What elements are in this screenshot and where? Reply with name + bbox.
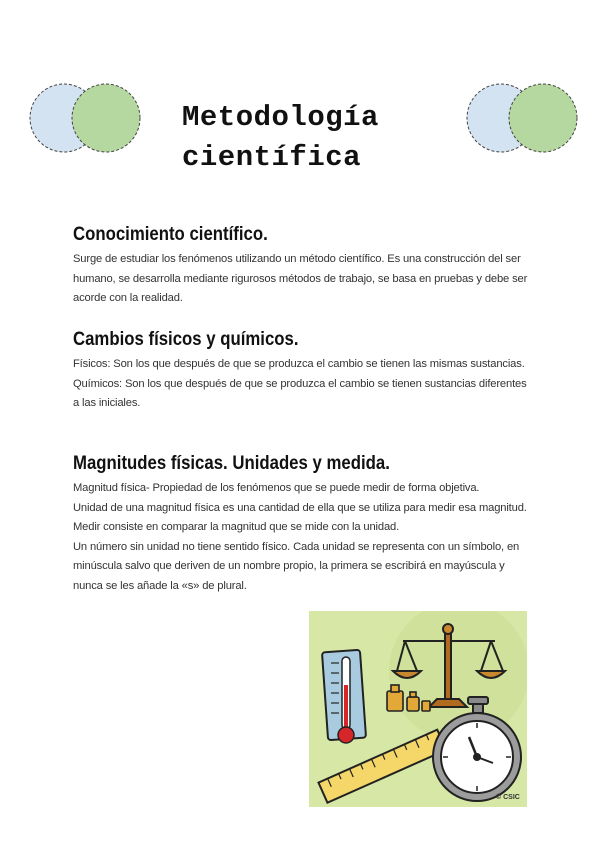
page-title-line-1: Metodología: [182, 101, 379, 134]
page-title-line-2: científica: [182, 141, 362, 174]
section-heading: Cambios físicos y químicos.: [73, 328, 299, 350]
section-paragraph: Surge de estudiar los fenómenos utilizando un método científico. Es una construcción del ser humano, se desarrolla mediante rigurosos métodos de trabajo, se basa en pruebas y debe ser acorde con la realidad.: [73, 253, 528, 304]
page-title: [182, 98, 379, 178]
section-magnitudes-fisicas: [73, 451, 528, 596]
section-paragraph: Un número sin unidad no tiene sentido físico. Cada unidad se representa con un símbolo, en minúscula salvo que deriven de un nombre propio, la primera se escribirá en mayúscula y nunca se les añade la «s» de plural.: [73, 540, 520, 592]
section-paragraph: Unidad de una magnitud física es una cantidad de ella que se utiliza para medir esa magnitud.: [73, 501, 527, 514]
measurement-instruments-illustration: [309, 611, 527, 807]
section-heading: Magnitudes físicas. Unidades y medida.: [73, 452, 390, 474]
section-paragraph: Químicos: Son los que después de que se produzca el cambio se tienen sustancias diferentes a las iniciales.: [73, 377, 527, 409]
section-paragraph: Magnitud física- Propiedad de los fenómenos que se puede medir de forma objetiva.: [73, 482, 480, 494]
image-credit: © CSIC: [496, 794, 520, 801]
decorative-circles-left: [28, 80, 144, 156]
thermometer-icon: [322, 650, 366, 743]
decorative-circles-right: [465, 80, 581, 156]
section-heading: Conocimiento científico.: [73, 223, 268, 245]
section-cambios-fisicos-quimicos: [73, 327, 528, 414]
section-paragraph: Medir consiste en comparar la magnitud que se mide con la unidad.: [73, 521, 400, 533]
section-paragraph: Físicos: Son los que después de que se produzca el cambio se tienen las mismas sustancias.: [73, 358, 525, 370]
section-conocimiento-cientifico: [73, 222, 528, 309]
